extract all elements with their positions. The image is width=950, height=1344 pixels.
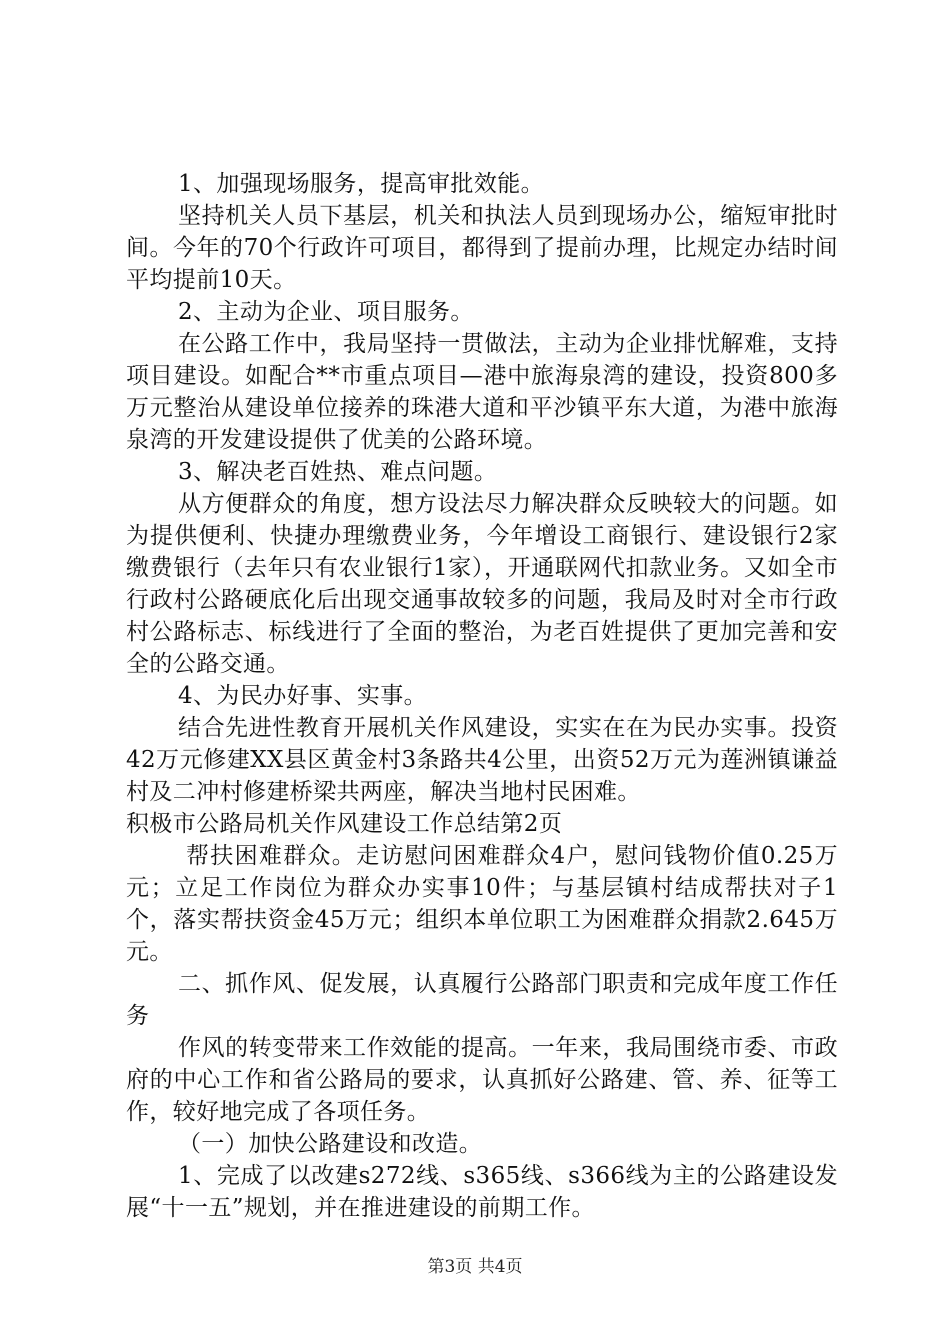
section-heading: 2、主动为企业、项目服务。 <box>178 299 474 325</box>
paragraph: 在公路工作中，我局坚持一贯做法，主动为企业排忧解难，支持项目建设。如配合**市重点项目—港中旅海泉湾的建设，投资800多万元整治从建设单位接养的珠港大道和平沙镇平东大道，为港中旅海泉湾的开发建设提供了优美的公路环境。 <box>126 331 838 453</box>
paragraph: 作风的转变带来工作效能的提高。一年来，我局围绕市委、市政府的中心工作和省公路局的要求，认真抓好公路建、管、养、征等工作，较好地完成了各项任务。 <box>126 1035 838 1125</box>
page-break-title: 积极市公路局机关作风建设工作总结第2页 <box>126 811 563 837</box>
section-heading: 二、抓作风、促发展，认真履行公路部门职责和完成年度工作任务 <box>126 971 838 1029</box>
paragraph: 从方便群众的角度，想方设法尽力解决群众反映较大的问题。如为提供便利、快捷办理缴费业务，今年增设工商银行、建设银行2家缴费银行（去年只有农业银行1家），开通联网代扣款业务。又如全市行政村公路硬底化后出现交通事故较多的问题，我局及时对全市行政村公路标志、标线进行了全面的整治，为老百姓提供了更加完善和安全的公路交通。 <box>126 491 838 677</box>
paragraph: 结合先进性教育开展机关作风建设，实实在在为民办实事。投资42万元修建XX县区黄金村3条路共4公里，出资52万元为莲洲镇谦益村及二冲村修建桥梁共两座，解决当地村民困难。 <box>126 715 838 805</box>
section-heading: 4、为民办好事、实事。 <box>178 683 428 709</box>
paragraph: 帮扶困难群众。走访慰问困难群众4户，慰问钱物价值0.25万元；立足工作岗位为群众办实事10件；与基层镇村结成帮扶对子1个，落实帮扶资金45万元；组织本单位职工为困难群众捐款2.645万元。 <box>126 843 838 965</box>
paragraph: 坚持机关人员下基层，机关和执法人员到现场办公，缩短审批时间。今年的70个行政许可项目，都得到了提前办理，比规定办结时间平均提前10天。 <box>126 203 838 293</box>
document-body <box>126 168 838 1224</box>
section-heading: 1、加强现场服务，提高审批效能。 <box>178 171 545 197</box>
subsection-heading: （一）加快公路建设和改造。 <box>178 1131 483 1157</box>
paragraph: 1、完成了以改建s272线、s365线、s366线为主的公路建设发展“十一五”规划，并在推进建设的前期工作。 <box>126 1163 838 1221</box>
page-footer: 第3页 共4页 <box>427 1257 523 1277</box>
section-heading: 3、解决老百姓热、难点问题。 <box>178 459 498 485</box>
